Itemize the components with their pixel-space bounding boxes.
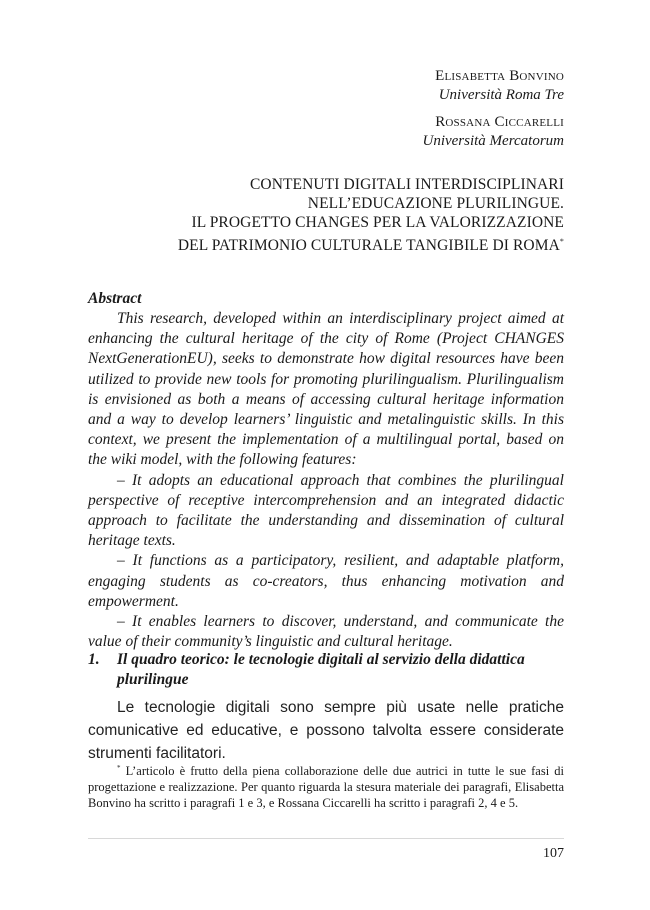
abstract-heading: Abstract bbox=[88, 290, 142, 307]
abstract-paragraph: This research, developed within an interdisciplinary project aimed at enhancing the cultural heritage of the city of Rome (Project CHANGES NextGenerationEU), seeks to demonstrate how digital resources have been utilized to provide new tools for promoting plurilingualism. Plurilingualism is envisioned as both a means of accessing cultural heritage information and a way to develop learners’ linguistic and metalinguistic skills. In this context, we present the implementation of a multilingual portal, based on the wiki model, with the following features: bbox=[88, 310, 564, 469]
title-line bbox=[84, 232, 564, 255]
title-footnote-marker: * bbox=[559, 237, 564, 246]
author-affiliation: Università Roma Tre bbox=[438, 87, 564, 103]
section-1 bbox=[88, 650, 564, 765]
footnote-text: L’articolo è frutto della piena collaborazione delle due autrici in tutte le sue fasi di progettazione e realizzazione. Per quanto riguarda la stesura materiale dei paragrafi, Elisabetta Bonvino ha scritto i paragrafi 1 e 3, e Rossana Ciccarelli ha scritto i paragrafi 2, 4 e 5. bbox=[88, 764, 565, 811]
page-number: 107 bbox=[543, 846, 564, 861]
author-2 bbox=[422, 113, 564, 151]
author-name: Elisabetta Bonvino bbox=[435, 68, 564, 84]
section-number: 1. bbox=[88, 651, 100, 668]
section-heading bbox=[88, 650, 564, 690]
title-line: IL PROGETTO CHANGES PER LA VALORIZZAZIONE bbox=[191, 214, 564, 231]
author-block bbox=[422, 67, 564, 159]
title-line: CONTENUTI DIGITALI INTERDISCIPLINARI bbox=[249, 176, 564, 193]
footnote-marker: * bbox=[117, 764, 121, 772]
paper-title bbox=[84, 175, 564, 255]
author-name: Rossana Ciccarelli bbox=[435, 114, 564, 130]
title-line: NELL’EDUCAZIONE PLURILINGUE. bbox=[307, 195, 564, 212]
abstract-list-item: – It functions as a participatory, resilient, and adaptable platform, engaging students as co-creators, thus enhancing motivation and empowerment. bbox=[88, 552, 564, 610]
abstract-list-item: – It adopts an educational approach that combines the plurilingual perspective of receptive intercomprehension and an integrated didactic approach to facilitate the understanding and dissemination of cultural heritage texts. bbox=[88, 471, 564, 550]
section-body-text: Le tecnologie digitali sono sempre più usate nelle pratiche comunicative ed educative, e possono talvolta essere considerate strumenti facilitatori. bbox=[88, 699, 564, 762]
title-line-text: DEL PATRIMONIO CULTURALE TANGIBILE DI ROMA bbox=[177, 237, 560, 255]
footer-divider bbox=[88, 838, 564, 839]
footnote bbox=[88, 760, 564, 811]
abstract-list-item: – It enables learners to discover, understand, and communicate the value of their community’s linguistic and cultural heritage. bbox=[88, 613, 564, 651]
author-affiliation: Università Mercatorum bbox=[422, 133, 564, 149]
abstract bbox=[88, 289, 564, 652]
author-1 bbox=[422, 67, 564, 105]
section-title: Il quadro teorico: le tecnologie digitali al servizio della didattica plurilingue bbox=[117, 651, 525, 688]
